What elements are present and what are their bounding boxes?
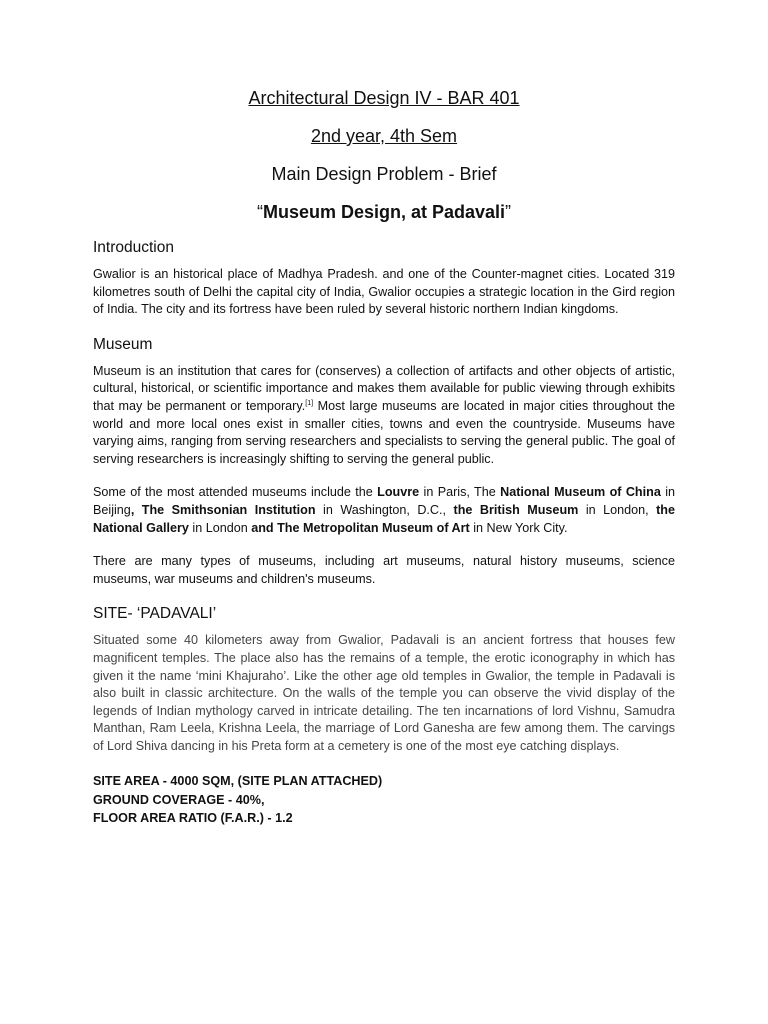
museum-paragraph-2 — [93, 484, 675, 537]
introduction-paragraph: Gwalior is an historical place of Madhya Pradesh. and one of the Counter-magnet cities. Located 319 kilometres south of Delhi the capital city of India, Gwalior occupies a strategic location in the Gird region of India. The city and its fortress have been ruled by several historic northern Indian kingdoms. — [93, 267, 675, 317]
museum-paragraph-2-text: in London — [188, 520, 252, 535]
brief-heading: Main Design Problem - Brief — [271, 164, 497, 184]
museum-paragraph-1 — [93, 363, 675, 469]
museum-paragraph-1-part-b: Most large museums are located in major cities throughout the world and more local ones exist in smaller cities, towns and even the countryside. Museums have varying aims, ranging from serving researchers and specialists to serving the general public. The goal of serving researchers is increasingly shifting to serving the general public. — [93, 398, 675, 466]
spec-ground-coverage: GROUND COVERAGE - 40%, — [93, 792, 265, 807]
museum-name: and The Metropolitan Museum of Art — [251, 520, 470, 535]
title-quote-close: ” — [505, 202, 512, 222]
spec-site-area: SITE AREA - 4000 SQM, (SITE PLAN ATTACHED) — [93, 774, 383, 789]
museum-name: Louvre — [377, 485, 420, 500]
museum-paragraph-2-text: in Washington, D.C., — [315, 502, 454, 517]
museum-name: the British Museum — [453, 502, 579, 517]
course-title: Architectural Design IV - BAR 401 — [248, 88, 520, 108]
year-semester: 2nd year, 4th Sem — [310, 126, 458, 146]
museum-paragraph-2-text: in New York City. — [469, 520, 568, 535]
project-title — [93, 200, 675, 224]
document-content — [93, 86, 675, 827]
museum-name: the National Gallery — [93, 502, 675, 535]
reference-marker: [1] — [305, 399, 314, 407]
museum-paragraph-1-part-a: Museum is an institution that cares for (conserves) a collection of artifacts and other objects of artistic, cultural, historical, or scientific importance and makes them available for public viewing through exhibits that may be permanent or temporary. — [93, 363, 675, 413]
site-specifications — [93, 772, 675, 827]
site-heading: SITE- ‘PADAVALI’ — [93, 605, 217, 623]
museum-paragraph-2-text: in Paris, The — [419, 485, 501, 500]
title-quote-open: “ — [256, 202, 263, 222]
museum-name: , The Smithsonian Institution — [130, 502, 316, 517]
museum-paragraph-2-text: in London, — [578, 502, 657, 517]
museum-paragraph-2-text: in Beijing — [93, 485, 675, 517]
introduction-heading: Introduction — [93, 239, 174, 256]
project-title-text: Museum Design, at Padavali — [262, 202, 506, 222]
museum-name: National Museum of China — [500, 485, 661, 500]
museum-paragraph-2-text: Some of the most attended museums include the — [93, 485, 378, 500]
museum-paragraph-3: There are many types of museums, including art museums, natural history museums, science museums, war museums and children's museums. — [93, 554, 675, 586]
site-paragraph: Situated some 40 kilometers away from Gwalior, Padavali is an ancient fortress that houses few magnificent temples. The place also has the remains of a temple, the erotic iconography in which has given it the name ‘mini Khajuraho’. Like the other age old temples in Gwalior, the temple in Padavali is also built in classic architecture. On the walls of the temple you can observe the vivid display of the legends of Indian mythology carved in intricate detailing. The ten incarnations of lord Vishnu, Samudra Manthan, Ram Leela, Krishna Leela, the marriage of Lord Ganesha are few among them. The carvings of Lord Shiva dancing in his Preta form at a cemetery is one of the most eye catching displays. — [93, 633, 675, 753]
museum-heading: Museum — [93, 335, 153, 353]
spec-floor-area-ratio: FLOOR AREA RATIO (F.A.R.) - 1.2 — [93, 811, 293, 826]
